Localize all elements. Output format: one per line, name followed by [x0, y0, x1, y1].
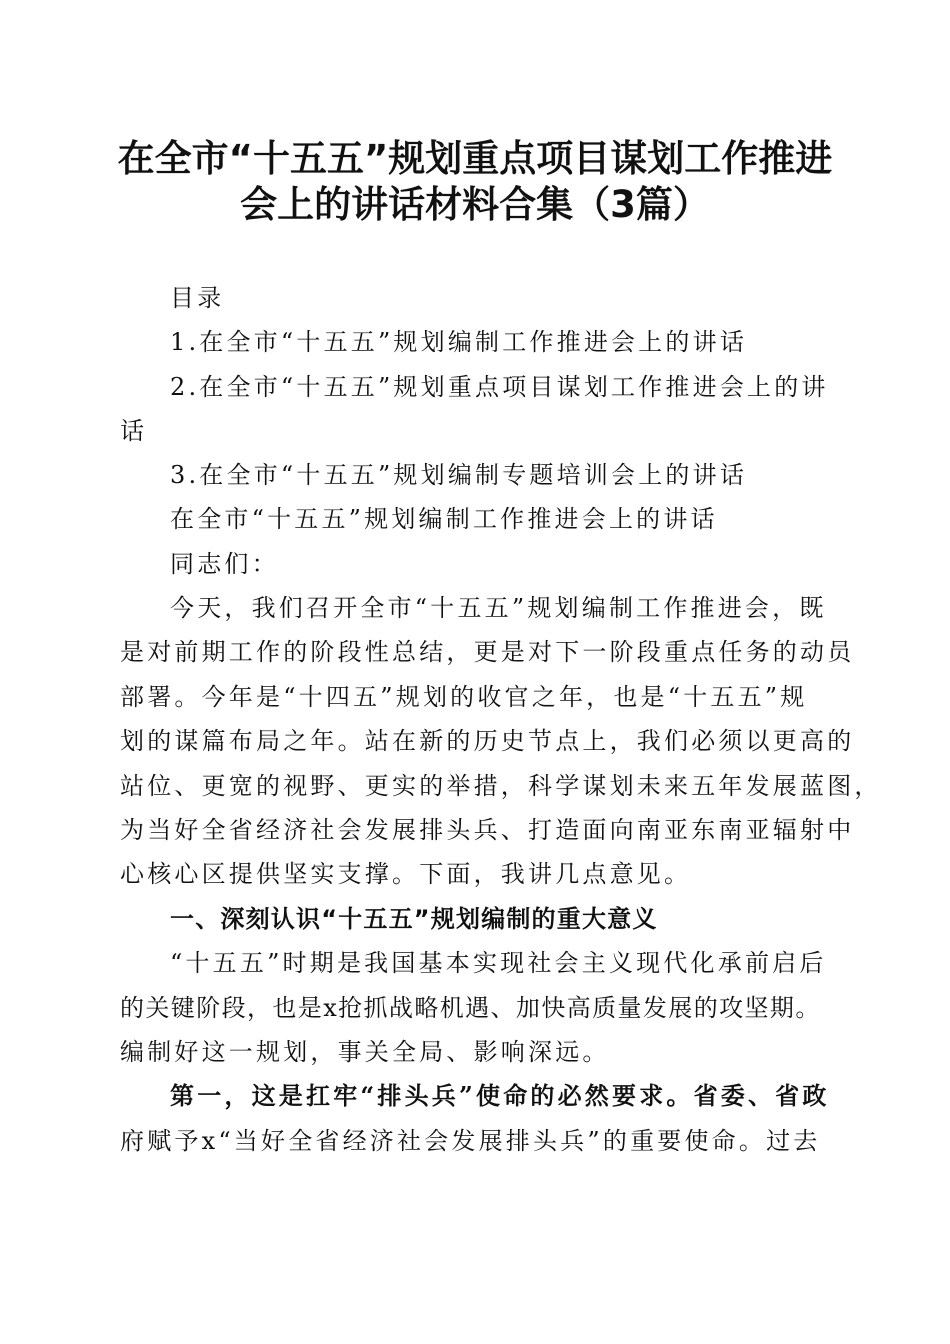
toc-item-2-continued: 话	[120, 417, 148, 445]
paragraph-1-line-1: 今天，我们召开全市“十五五”规划编制工作推进会，既	[170, 594, 827, 622]
document-title-line-2: 会上的讲话材料合集（3篇）	[240, 183, 710, 226]
paragraph-1-line-7: 心核心区提供坚实支撑。下面，我讲几点意见。	[120, 860, 692, 888]
paragraph-1-line-4: 划的谋篇布局之年。站在新的历史节点上，我们必须以更高的	[120, 727, 855, 755]
paragraph-2-line-3: 编制好这一规划，事关全局、影响深远。	[120, 1038, 610, 1066]
salutation: 同志们：	[170, 550, 279, 578]
paragraph-1-line-6: 为当好全省经济社会发展排头兵、打造面向南亚东南亚辐射中	[120, 816, 855, 844]
paragraph-2-line-1: “十五五”时期是我国基本实现社会主义现代化承前启后	[170, 949, 827, 977]
paragraph-2-line-2: 的关键阶段，也是x抢抓战略机遇、加快高质量发展的攻坚期。	[120, 994, 821, 1022]
toc-item-1: 1.在全市“十五五”规划编制工作推进会上的讲话	[170, 328, 748, 356]
paragraph-3-line-1: 第一，这是扛牢“排头兵”使命的必然要求。省委、省政	[170, 1081, 830, 1110]
paragraph-1-line-5: 站位、更宽的视野、更实的举措，科学谋划未来五年发展蓝图，	[120, 772, 882, 800]
toc-item-2: 2.在全市“十五五”规划重点项目谋划工作推进会上的讲	[170, 373, 829, 401]
paragraph-3-line-2: 府赋予x“当好全省经济社会发展排头兵”的重要使命。过去	[120, 1127, 821, 1155]
section-1-heading: 一、深刻认识“十五五”规划编制的重大意义	[170, 905, 658, 933]
paragraph-1-line-3: 部署。今年是“十四五”规划的收官之年，也是“十五五”规	[120, 683, 808, 711]
toc-item-3: 3.在全市“十五五”规划编制专题培训会上的讲话	[170, 461, 748, 489]
document-title-line-1: 在全市“十五五”规划重点项目谋划工作推进	[117, 137, 833, 180]
toc-heading: 目录	[170, 284, 225, 312]
paragraph-1-line-2: 是对前期工作的阶段性总结，更是对下一阶段重点任务的动员	[120, 638, 855, 666]
speech-title: 在全市“十五五”规划编制工作推进会上的讲话	[170, 505, 718, 533]
